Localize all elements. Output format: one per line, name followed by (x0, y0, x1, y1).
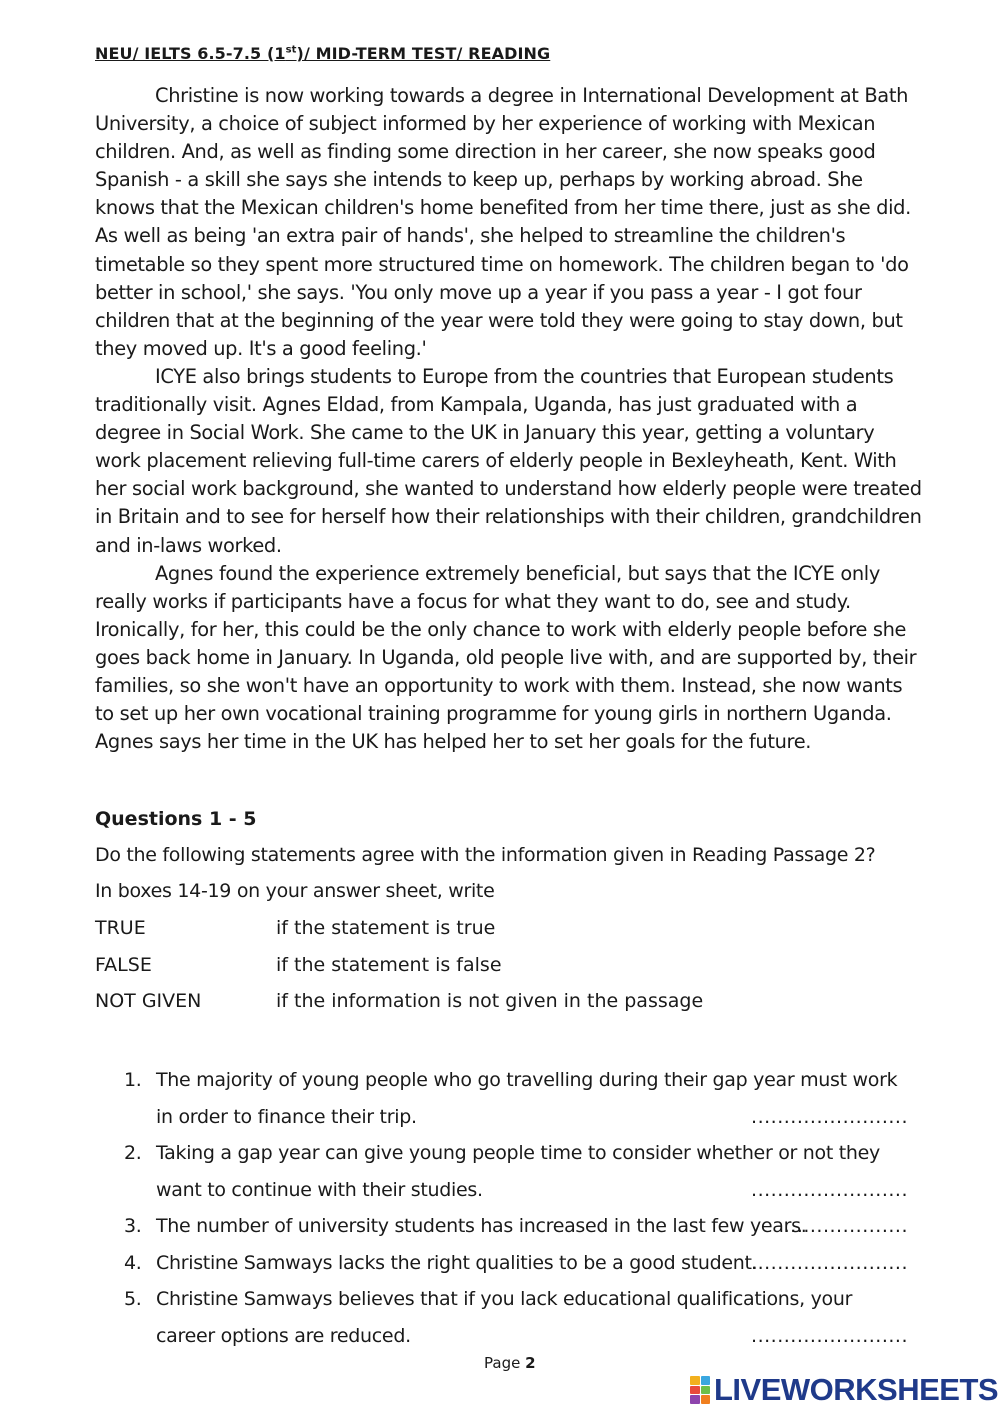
question-text: Christine Samways believes that if you lack educational qualifications, your career options are reduced. (156, 1288, 853, 1347)
legend-false (95, 954, 502, 976)
passage-paragraph: Agnes found the experience extremely beneficial, but says that the ICYE only really works if participants have a focus for what they want to do, see and study. Ironically, for her, this could be the only chance to work with elderly people before she goes back home in January. In Uganda, old people live with, and are supported by, their families, so she won't have an opportunity to work with them. Instead, she now wants to set up her own vocational training programme for young girls in northern Uganda. Agnes says her time in the UK has helped her to set her goals for the future. (95, 561, 917, 754)
question-number: 4. (124, 1251, 142, 1274)
legend-desc: if the information is not given in the passage (276, 990, 704, 1012)
page-number (484, 1354, 536, 1372)
question-text: Christine Samways lacks the right qualities to be a good student. (156, 1251, 758, 1274)
question-text: The majority of young people who go travelling during their gap year must work in order to finance their trip. (156, 1069, 898, 1128)
question-number: 1. (124, 1069, 142, 1091)
legend-true (95, 917, 495, 939)
header-title: NEU/ IELTS 6.5-7.5 (1 (95, 44, 286, 63)
legend-key: FALSE (95, 954, 152, 976)
liveworksheets-logo-icon (690, 1376, 710, 1404)
question-item (124, 1135, 908, 1208)
question-number: 2. (124, 1142, 142, 1164)
question-item (124, 1245, 908, 1282)
header-superscript: st (285, 44, 297, 56)
answer-blank[interactable]: ........................ (751, 1251, 908, 1274)
question-item (124, 1208, 908, 1245)
header-title-rest: )/ MID-TERM TEST/ READING (296, 44, 551, 63)
instruction-line-2: In boxes 14-19 on your answer sheet, write (95, 880, 495, 902)
page-header (95, 44, 550, 63)
reading-passage (95, 82, 925, 756)
question-item (124, 1062, 908, 1135)
legend-key: TRUE (95, 917, 146, 939)
page-number-value: 2 (525, 1354, 536, 1372)
answer-blank[interactable]: ........................ (751, 1105, 908, 1128)
legend-key: NOT GIVEN (95, 990, 202, 1012)
logo-brand-text: LIVEWORKSHEETS (714, 1372, 999, 1407)
liveworksheets-logo[interactable] (690, 1374, 998, 1406)
instruction-line-1: Do the following statements agree with the information given in Reading Passage 2? (95, 844, 876, 866)
page-label-text: Page (484, 1354, 521, 1372)
question-number: 5. (124, 1288, 142, 1310)
passage-paragraph: Christine is now working towards a degree in International Development at Bath University, a choice of subject informed by her experience of working with Mexican children. And, as well as finding some direction in her career, she now speaks good Spanish - a skill she says she intends to keep up, perhaps by working abroad. She knows that the Mexican children's home benefited from her time there, just as she did. As well as being 'an extra pair of hands', she helped to streamline the children's timetable so they spent more structured time on homework. The children began to 'do better in school,' she says. 'You only move up a year if you pass a year - I got four children that at the beginning of the year were told they were going to stay down, but they moved up. It's a good feeling.' (95, 84, 911, 360)
question-text: The number of university students has increased in the last few years. (156, 1215, 807, 1237)
legend-desc: if the statement is false (276, 954, 502, 976)
questions-title: Questions 1 - 5 (95, 808, 257, 830)
legend-not-given (95, 990, 703, 1012)
legend-desc: if the statement is true (276, 917, 496, 939)
question-list (124, 1062, 908, 1354)
question-text: Taking a gap year can give young people time to consider whether or not they want to continue with their studies. (156, 1142, 880, 1201)
answer-blank[interactable]: ................... (783, 1215, 908, 1237)
passage-paragraph: ICYE also brings students to Europe from the countries that European students traditionally visit. Agnes Eldad, from Kampala, Uganda, has just graduated with a degree in Social Work. She came to the UK in January this year, getting a voluntary work placement relieving full-time carers of elderly people in Bexleyheath, Kent. With her social work background, she wanted to understand how elderly people were treated in Britain and to see for herself how their relationships with their children, grandchildren and in-laws worked. (95, 364, 922, 557)
question-item (124, 1281, 908, 1354)
answer-blank[interactable]: ........................ (751, 1324, 908, 1347)
answer-blank[interactable]: ........................ (751, 1178, 908, 1201)
question-number: 3. (124, 1215, 142, 1237)
